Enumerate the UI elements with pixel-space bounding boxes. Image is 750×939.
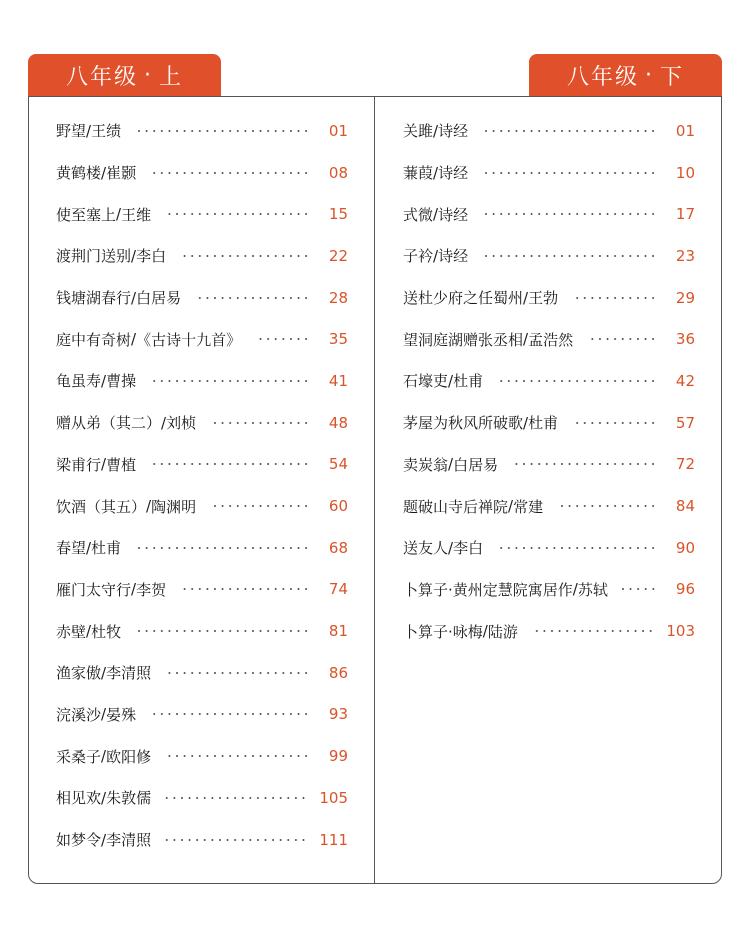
poem-author: 陶渊明	[151, 497, 197, 516]
toc-entry[interactable]	[56, 235, 348, 277]
page-number: 28	[328, 288, 348, 307]
page-number: 01	[328, 121, 348, 140]
dot-leader	[532, 630, 655, 632]
poem-title: 送杜少府之任蜀州	[403, 289, 524, 308]
author-separator: /	[101, 705, 107, 724]
poem-title: 如梦令	[56, 831, 102, 850]
dot-leader	[482, 130, 657, 132]
page-number: 96	[675, 580, 695, 599]
poem-title: 送友人	[403, 539, 449, 558]
page-number: 93	[328, 705, 348, 724]
poem-title: 蒹葭	[403, 164, 434, 183]
poem-title: 雁门太守行	[56, 580, 132, 599]
author-separator: /	[86, 121, 92, 140]
poem-title: 龟虽寿	[56, 372, 102, 391]
poem-author: 杜甫	[453, 372, 484, 391]
dot-leader	[622, 588, 657, 590]
author-separator: /	[523, 288, 529, 307]
poem-title: 茅屋为秋风所破歌	[403, 414, 524, 433]
poem-title: 使至塞上	[56, 205, 117, 224]
poem-title: 望洞庭湖赠张丞相	[403, 330, 524, 349]
author-separator: /	[131, 330, 137, 349]
dot-leader	[150, 172, 310, 174]
toc-entry[interactable]	[403, 402, 695, 444]
toc-entry[interactable]	[56, 277, 348, 319]
toc-entry[interactable]	[56, 193, 348, 235]
dot-leader	[165, 213, 310, 215]
toc-entry[interactable]	[403, 235, 695, 277]
tab-grade8-first-term	[28, 54, 221, 97]
poem-title: 式微	[403, 205, 434, 224]
dot-leader	[135, 547, 310, 549]
author-separator: /	[146, 497, 152, 516]
dot-leader	[497, 547, 657, 549]
toc-entry[interactable]	[403, 485, 695, 527]
author-separator: /	[448, 538, 454, 557]
toc-column-first-term	[56, 110, 348, 860]
author-separator: /	[433, 163, 439, 182]
poem-author: 王勃	[528, 289, 559, 308]
poem-author: 《古诗十九首》	[136, 330, 242, 349]
dot-leader	[482, 213, 657, 215]
poem-title: 卖炭翁	[403, 455, 449, 474]
author-separator: /	[131, 580, 137, 599]
toc-entry[interactable]	[56, 819, 348, 861]
poem-author: 诗经	[438, 247, 469, 266]
dot-leader	[135, 630, 310, 632]
poem-author: 白居易	[453, 455, 499, 474]
page-number: 29	[675, 288, 695, 307]
author-separator: /	[433, 121, 439, 140]
toc-entry[interactable]	[56, 402, 348, 444]
page-number: 35	[328, 330, 348, 349]
page-number: 41	[328, 371, 348, 390]
poem-title: 浣溪沙	[56, 705, 102, 724]
dot-leader	[210, 505, 310, 507]
author-separator: /	[101, 747, 107, 766]
poem-author: 曹植	[106, 455, 137, 474]
page-number: 42	[675, 371, 695, 390]
poem-title: 黄鹤楼	[56, 164, 102, 183]
poem-author: 杜甫	[528, 414, 559, 433]
page-number: 103	[666, 622, 695, 641]
tab-grade8-second-term	[529, 54, 722, 97]
page-number: 23	[675, 246, 695, 265]
tab-separator: ·	[645, 63, 654, 88]
author-separator: /	[482, 622, 488, 641]
poem-author: 李清照	[106, 664, 152, 683]
tab-label: 八年级	[566, 65, 639, 90]
poem-title: 渡荆门送别	[56, 247, 132, 266]
poem-title: 石壕吏	[403, 372, 449, 391]
poem-title: 相见欢	[56, 789, 102, 808]
poem-title: 题破山寺后禅院	[403, 497, 509, 516]
dot-leader	[195, 297, 310, 299]
page-number: 36	[675, 330, 695, 349]
poem-title: 梁甫行	[56, 455, 102, 474]
author-separator: /	[101, 371, 107, 390]
poem-author: 白居易	[136, 289, 182, 308]
poem-author: 杜甫	[91, 539, 122, 558]
author-separator: /	[101, 830, 107, 849]
poem-author: 诗经	[438, 164, 469, 183]
page-number: 15	[328, 205, 348, 224]
poem-title: 渔家傲	[56, 664, 102, 683]
dot-leader	[255, 338, 310, 340]
column-divider	[374, 96, 375, 884]
toc-entry[interactable]	[403, 193, 695, 235]
poem-title: 赠从弟（其二）	[56, 414, 162, 433]
poem-author: 李白	[136, 247, 167, 266]
poem-author: 陆游	[487, 622, 518, 641]
toc-entry[interactable]	[56, 652, 348, 694]
poem-author: 杜牧	[91, 622, 122, 641]
dot-leader	[482, 172, 657, 174]
poem-author: 李白	[453, 539, 484, 558]
page-number: 48	[328, 413, 348, 432]
toc-entry[interactable]	[56, 777, 348, 819]
author-separator: /	[116, 205, 122, 224]
poem-author: 曹操	[106, 372, 137, 391]
toc-entry[interactable]	[56, 527, 348, 569]
author-separator: /	[101, 663, 107, 682]
page-number: 81	[328, 622, 348, 641]
dot-leader	[587, 338, 657, 340]
dot-leader	[557, 505, 657, 507]
poem-author: 李清照	[106, 831, 152, 850]
poem-author: 诗经	[438, 122, 469, 141]
toc-entry[interactable]	[403, 318, 695, 360]
page-number: 86	[328, 663, 348, 682]
toc-entry[interactable]	[56, 569, 348, 611]
author-separator: /	[523, 413, 529, 432]
dot-leader	[135, 130, 310, 132]
poem-author: 孟浩然	[528, 330, 574, 349]
author-separator: /	[131, 246, 137, 265]
toc-entry[interactable]	[56, 318, 348, 360]
author-separator: /	[448, 371, 454, 390]
poem-title: 采桑子	[56, 747, 102, 766]
page-number: 10	[675, 163, 695, 182]
author-separator: /	[523, 330, 529, 349]
tab-term: 下	[660, 65, 685, 90]
toc-entry[interactable]	[56, 152, 348, 194]
author-separator: /	[101, 455, 107, 474]
poem-author: 王绩	[91, 122, 122, 141]
poem-title: 卜算子·咏梅	[403, 622, 483, 641]
page-number: 105	[319, 788, 348, 807]
poem-title: 赤壁	[56, 622, 87, 641]
dot-leader	[150, 463, 310, 465]
toc-entry[interactable]	[56, 610, 348, 652]
dot-leader	[572, 297, 657, 299]
poem-title: 饮酒（其五）	[56, 497, 147, 516]
author-separator: /	[86, 622, 92, 641]
author-separator: /	[572, 580, 578, 599]
poem-author: 王维	[121, 205, 152, 224]
page-number: 90	[675, 538, 695, 557]
toc-entry[interactable]	[56, 360, 348, 402]
poem-author: 晏殊	[106, 705, 137, 724]
author-separator: /	[433, 205, 439, 224]
poem-title: 庭中有奇树	[56, 330, 132, 349]
page-number: 74	[328, 580, 348, 599]
toc-entry[interactable]	[56, 110, 348, 152]
author-separator: /	[86, 538, 92, 557]
page-number: 01	[675, 121, 695, 140]
page-number: 84	[675, 497, 695, 516]
tab-term: 上	[159, 65, 184, 90]
poem-title: 卜算子·黄州定慧院寓居作	[403, 580, 573, 599]
page-number: 54	[328, 455, 348, 474]
dot-leader	[572, 422, 657, 424]
poem-author: 崔颢	[106, 164, 137, 183]
dot-leader	[150, 713, 310, 715]
page-number: 08	[328, 163, 348, 182]
author-separator: /	[161, 413, 167, 432]
page-number: 57	[675, 413, 695, 432]
toc-entry[interactable]	[403, 110, 695, 152]
tab-separator: ·	[144, 63, 153, 88]
page-number: 22	[328, 246, 348, 265]
poem-title: 子衿	[403, 247, 434, 266]
dot-leader	[165, 755, 310, 757]
dot-leader	[165, 839, 307, 841]
author-separator: /	[433, 246, 439, 265]
toc-entry[interactable]	[403, 610, 695, 652]
toc-entry[interactable]	[403, 527, 695, 569]
dot-leader	[210, 422, 310, 424]
toc-entry[interactable]	[56, 485, 348, 527]
poem-author: 李贺	[136, 580, 167, 599]
dot-leader	[165, 672, 310, 674]
toc-entry[interactable]	[403, 152, 695, 194]
dot-leader	[512, 463, 657, 465]
poem-title: 春望	[56, 539, 87, 558]
poem-author: 欧阳修	[106, 747, 152, 766]
poem-title: 钱塘湖春行	[56, 289, 132, 308]
poem-title: 野望	[56, 122, 87, 141]
page-number: 17	[675, 205, 695, 224]
dot-leader	[482, 255, 657, 257]
page-number: 72	[675, 455, 695, 474]
toc-column-second-term	[403, 110, 695, 652]
page-number: 111	[319, 830, 348, 849]
dot-leader	[165, 797, 307, 799]
page-number: 99	[328, 747, 348, 766]
toc-entry[interactable]	[56, 694, 348, 736]
poem-author: 常建	[513, 497, 544, 516]
author-separator: /	[448, 455, 454, 474]
poem-author: 刘桢	[166, 414, 197, 433]
page-number: 68	[328, 538, 348, 557]
author-separator: /	[101, 788, 107, 807]
dot-leader	[180, 588, 310, 590]
author-separator: /	[101, 163, 107, 182]
dot-leader	[150, 380, 310, 382]
page-number: 60	[328, 497, 348, 516]
tab-label: 八年级	[65, 65, 138, 90]
toc-entry[interactable]	[403, 444, 695, 486]
poem-author: 苏轼	[577, 580, 608, 599]
toc-entry[interactable]	[56, 735, 348, 777]
dot-leader	[497, 380, 657, 382]
toc-entry[interactable]	[403, 360, 695, 402]
author-separator: /	[508, 497, 514, 516]
dot-leader	[180, 255, 310, 257]
toc-entry[interactable]	[403, 569, 695, 611]
toc-entry[interactable]	[56, 444, 348, 486]
author-separator: /	[131, 288, 137, 307]
poem-author: 朱敦儒	[106, 789, 152, 808]
toc-entry[interactable]	[403, 277, 695, 319]
poem-author: 诗经	[438, 205, 469, 224]
poem-title: 关雎	[403, 122, 434, 141]
